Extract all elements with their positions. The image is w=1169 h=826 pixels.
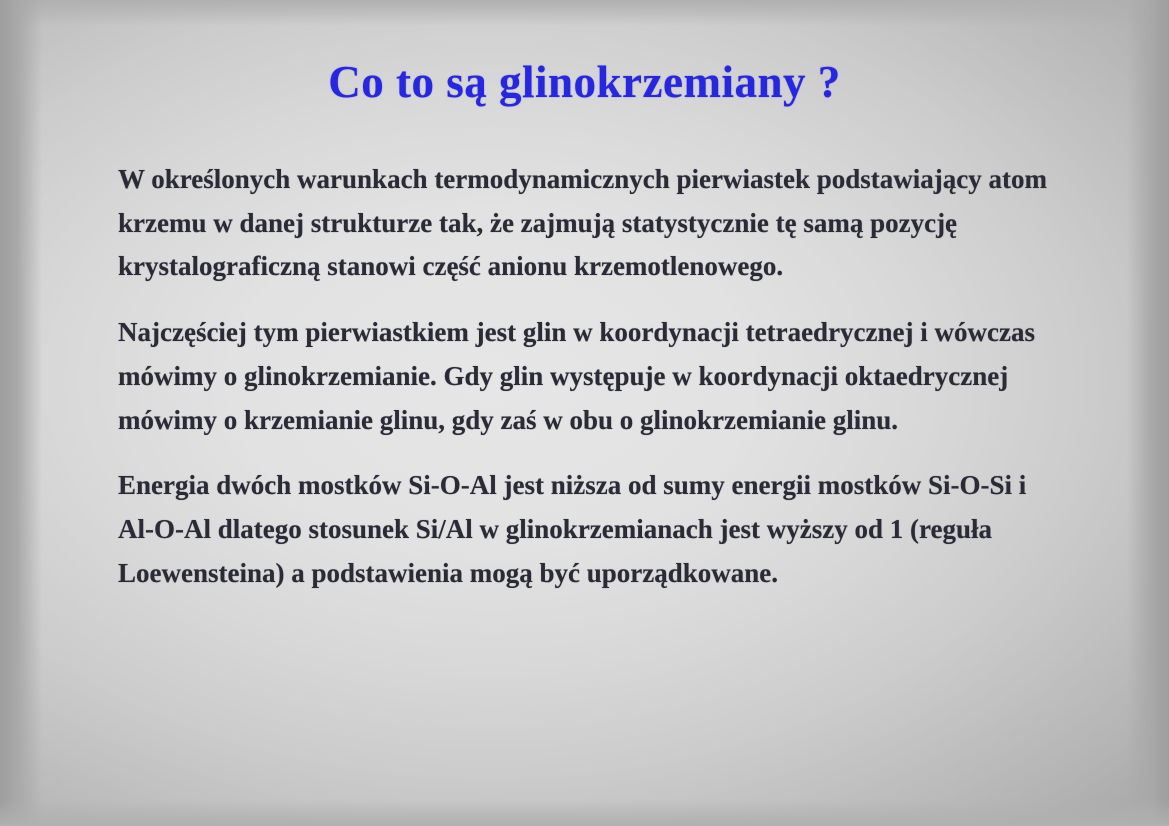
slide-title: Co to są glinokrzemiany ? xyxy=(328,57,841,108)
body-paragraph-3: Energia dwóch mostków Si-O-Al jest niższa od sumy energii mostków Si-O-Si i Al-O-Al dlatego stosunek Si/Al w glinokrzemianach jest wyższy od 1 (reguła Loewensteina) a podstawienia mogą być uporządkowane. xyxy=(118,470,1027,588)
slide-bottom-shading xyxy=(0,800,1169,826)
slide-left-shading xyxy=(0,0,42,826)
slide-top-shading xyxy=(0,0,1169,26)
body-paragraph-2: Najczęściej tym pierwiastkiem jest glin w koordynacji tetraedrycznej i wówczas mówimy o glinokrzemianie. Gdy glin występuje w koordynacji oktaedrycznej mówimy o krzemianie glinu, gdy zaś w obu o glinokrzemianie glinu. xyxy=(118,317,1035,435)
slide-body xyxy=(118,158,1058,596)
body-paragraph-1: W określonych warunkach termodynamicznych pierwiastek podstawiający atom krzemu w danej strukturze tak, że zajmują statystycznie tę samą pozycję krystalograficzną stanowi część anionu krzemotlenowego. xyxy=(118,164,1047,282)
slide-right-shading xyxy=(1127,0,1169,826)
